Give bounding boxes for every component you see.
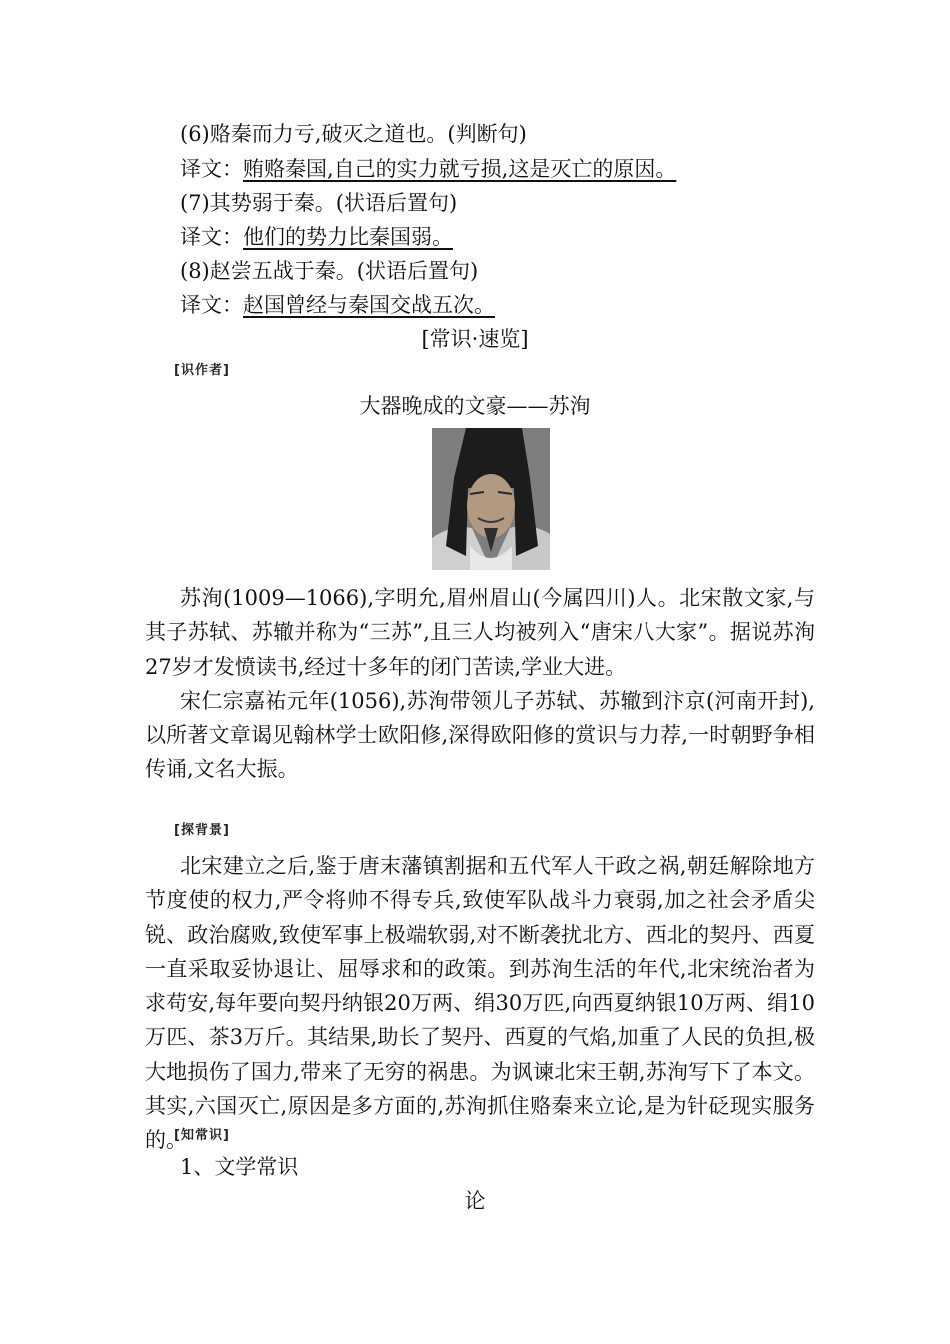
background-tag: [探背景] [174,823,230,838]
translation-label: 译文： [180,225,243,249]
section-title: [常识·速览] [421,327,529,351]
translation-7 [180,223,453,251]
translation-6 [180,155,676,183]
background-paragraph: 北宋建立之后,鉴于唐末藩镇割据和五代军人干政之祸,朝廷解除地方节度使的权力,严令将帅不得专兵,致使军队战斗力衰弱,加之社会矛盾尖锐、政治腐败,致使军事上极端软弱,对不断袭扰北方、西北的契丹、西夏一直采取妥协退让、屈辱求和的政策。到苏洵生活的年代,北宋统治者为求苟安,每年要向契丹纳银20万两、绢30万匹,向西夏纳银10万两、绢10万匹、茶3万斤。其结果,助长了契丹、西夏的气焰,加重了人民的负担,极大地损伤了国力,带来了无穷的祸患。为讽谏北宋王朝,苏洵写下了本文。其实,六国灭亡,原因是多方面的,苏洵抓住赂秦来立论,是为针砭现实服务的。 [145,854,815,1153]
knowledge-item-1-sub: 论 [464,1189,486,1213]
author-title: 大器晚成的文豪——苏洵 [359,394,591,418]
author-bio [145,581,815,787]
translation-text: 贿赂秦国,自己的实力就亏损,这是灭亡的原因。 [243,157,677,181]
sentence-6: (6)赂秦而力亏,破灭之道也。(判断句) [180,122,527,146]
author-tag: [识作者] [174,363,230,378]
sentence-7: (7)其势弱于秦。(状语后置句) [180,191,458,215]
knowledge-item-1: 1、文学常识 [180,1155,299,1179]
translation-text: 赵国曾经与秦国交战五次。 [243,293,495,317]
translation-text: 他们的势力比秦国弱。 [243,225,453,249]
portrait-image [432,428,550,570]
background-text [145,849,815,1158]
translation-8 [180,291,495,319]
portrait-drawing [432,428,550,570]
sentence-8: (8)赵尝五战于秦。(状语后置句) [180,259,479,283]
translation-label: 译文： [180,293,243,317]
translation-label: 译文： [180,157,243,181]
knowledge-tag: [知常识] [174,1128,230,1143]
author-paragraph-2: 宋仁宗嘉祐元年(1056),苏洵带领儿子苏轼、苏辙到汴京(河南开封),以所著文章谒见翰林学士欧阳修,深得欧阳修的赏识与力荐,一时朝野争相传诵,文名大振。 [145,688,815,782]
author-paragraph-1: 苏洵(1009—1066),字明允,眉州眉山(今属四川)人。北宋散文家,与其子苏轼、苏辙并称为“三苏”,且三人均被列入“唐宋八大家”。据说苏洵27岁才发愤读书,经过十多年的闭门苦读,学业大进。 [145,586,815,679]
